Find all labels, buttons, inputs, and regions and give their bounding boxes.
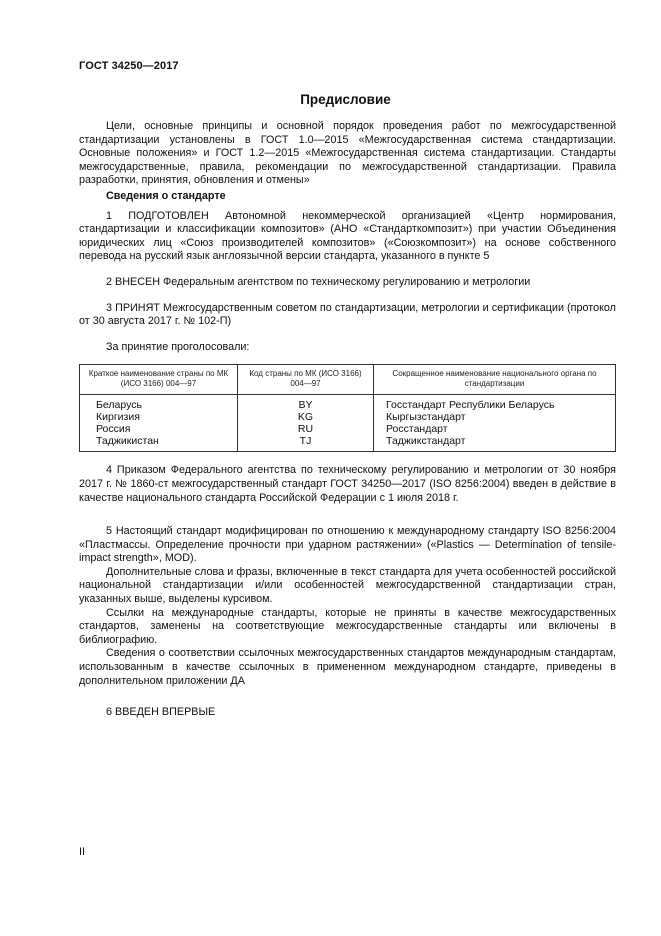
table-row — [80, 435, 616, 452]
table-cell-code: RU — [238, 423, 374, 435]
item-4: 4 Приказом Федерального агентства по техническому регулированию и метрологии от 30 ноября 2017 г. № 1860-ст межгосударственный стандарт ГОСТ 34250—2017 (ISO 8256:2004) введен в действие в качестве национального стандарта Российской Федерации с 1 июля 2018 г. — [79, 464, 616, 504]
table-cell-body: Росстандарт — [374, 423, 616, 435]
document-body — [79, 120, 616, 720]
voting-table-wrap — [79, 364, 616, 452]
table-header-row — [80, 365, 616, 395]
table-cell-body: Кыргызстандарт — [374, 411, 616, 423]
page-title: Предисловие — [300, 92, 391, 107]
intro-paragraph: Цели, основные принципы и основной порядок проведения работ по межгосударственной стандартизации установлены в ГОСТ 1.0—2015 «Межгосударственная система стандартизации. Основные положения» и ГОСТ 1.2—2015 «Межгосударственная система стандартизации. Стандарты межгосударственные, правила, рекомендации по межгосударственной стандартизации. Правила разработки, принятия, обновления и отмены» — [79, 120, 616, 187]
item-5-correspondence: Сведения о соответствии ссылочных межгосударственных стандартов международным стандартам, использованным в качестве ссылочных в примененном международном стандарте, приведены в дополнительном приложении ДА — [79, 647, 616, 687]
item-5: 5 Настоящий стандарт модифицирован по отношению к международному стандарту ISO 8256:2004 «Пластмассы. Определение прочности при ударном растяжении» («Plastics — Determination of tensile-impact strength», MOD). — [79, 525, 616, 565]
table-row — [80, 411, 616, 423]
table-cell-code: BY — [238, 395, 374, 412]
page-number: II — [79, 846, 86, 858]
item-3: 3 ПРИНЯТ Межгосударственным советом по стандартизации, метрологии и сертификации (протокол от 30 августа 2017 г. № 102-П) — [79, 301, 616, 328]
table-cell-country: Беларусь — [96, 399, 142, 412]
table-cell-code: TJ — [238, 435, 374, 452]
table-cell-code: KG — [238, 411, 374, 423]
item-1: 1 ПОДГОТОВЛЕН Автономной некоммерческой организацией «Центр нормирования, стандартизации и классификации композитов» (АНО «Стандарткомпозит») при участии Объединения юридических лиц «Союз производителей композитов» («Союзкомпозит») на основе собственного перевода на русский язык англоязычной версии стандарта, указанного в пункте 5 — [79, 209, 616, 263]
table-header-code: Код страны по МК (ИСО 3166) 004—97 — [238, 365, 374, 395]
subheading: Сведения о стандарте — [106, 189, 226, 202]
item-6: 6 ВВЕДЕН ВПЕРВЫЕ — [106, 706, 216, 719]
table-cell-country: Россия — [96, 423, 131, 436]
voting-table — [79, 364, 616, 452]
table-cell-body: Госстандарт Республики Беларусь — [374, 395, 616, 412]
table-cell-country: Таджикистан — [96, 435, 159, 448]
table-row — [80, 395, 616, 412]
table-row — [80, 423, 616, 435]
item-5-additional-words: Дополнительные слова и фразы, включенные в текст стандарта для учета особенностей российской национальной стандартизации и/или особенностей межгосударственной стандартизации стран, указанных выше, выделены курсивом. — [79, 565, 616, 606]
item-5-references: Ссылки на международные стандарты, которые не приняты в качестве межгосударственных стандартов, заменены на соответствующие межгосударственные стандарты или включены в библиографию. — [79, 606, 616, 646]
voted-label: За принятие проголосовали: — [106, 340, 250, 353]
table-cell-body: Таджикстандарт — [374, 435, 616, 452]
table-cell-country: Киргизия — [96, 411, 140, 424]
table-header-country: Краткое наименование страны по МК (ИСО 3166) 004—97 — [80, 365, 238, 395]
table-header-body: Сокращенное наименование национального органа по стандартизации — [374, 365, 616, 395]
document-code: ГОСТ 34250—2017 — [79, 60, 179, 72]
item-2: 2 ВНЕСЕН Федеральным агентством по техническому регулированию и метрологии — [106, 275, 531, 288]
